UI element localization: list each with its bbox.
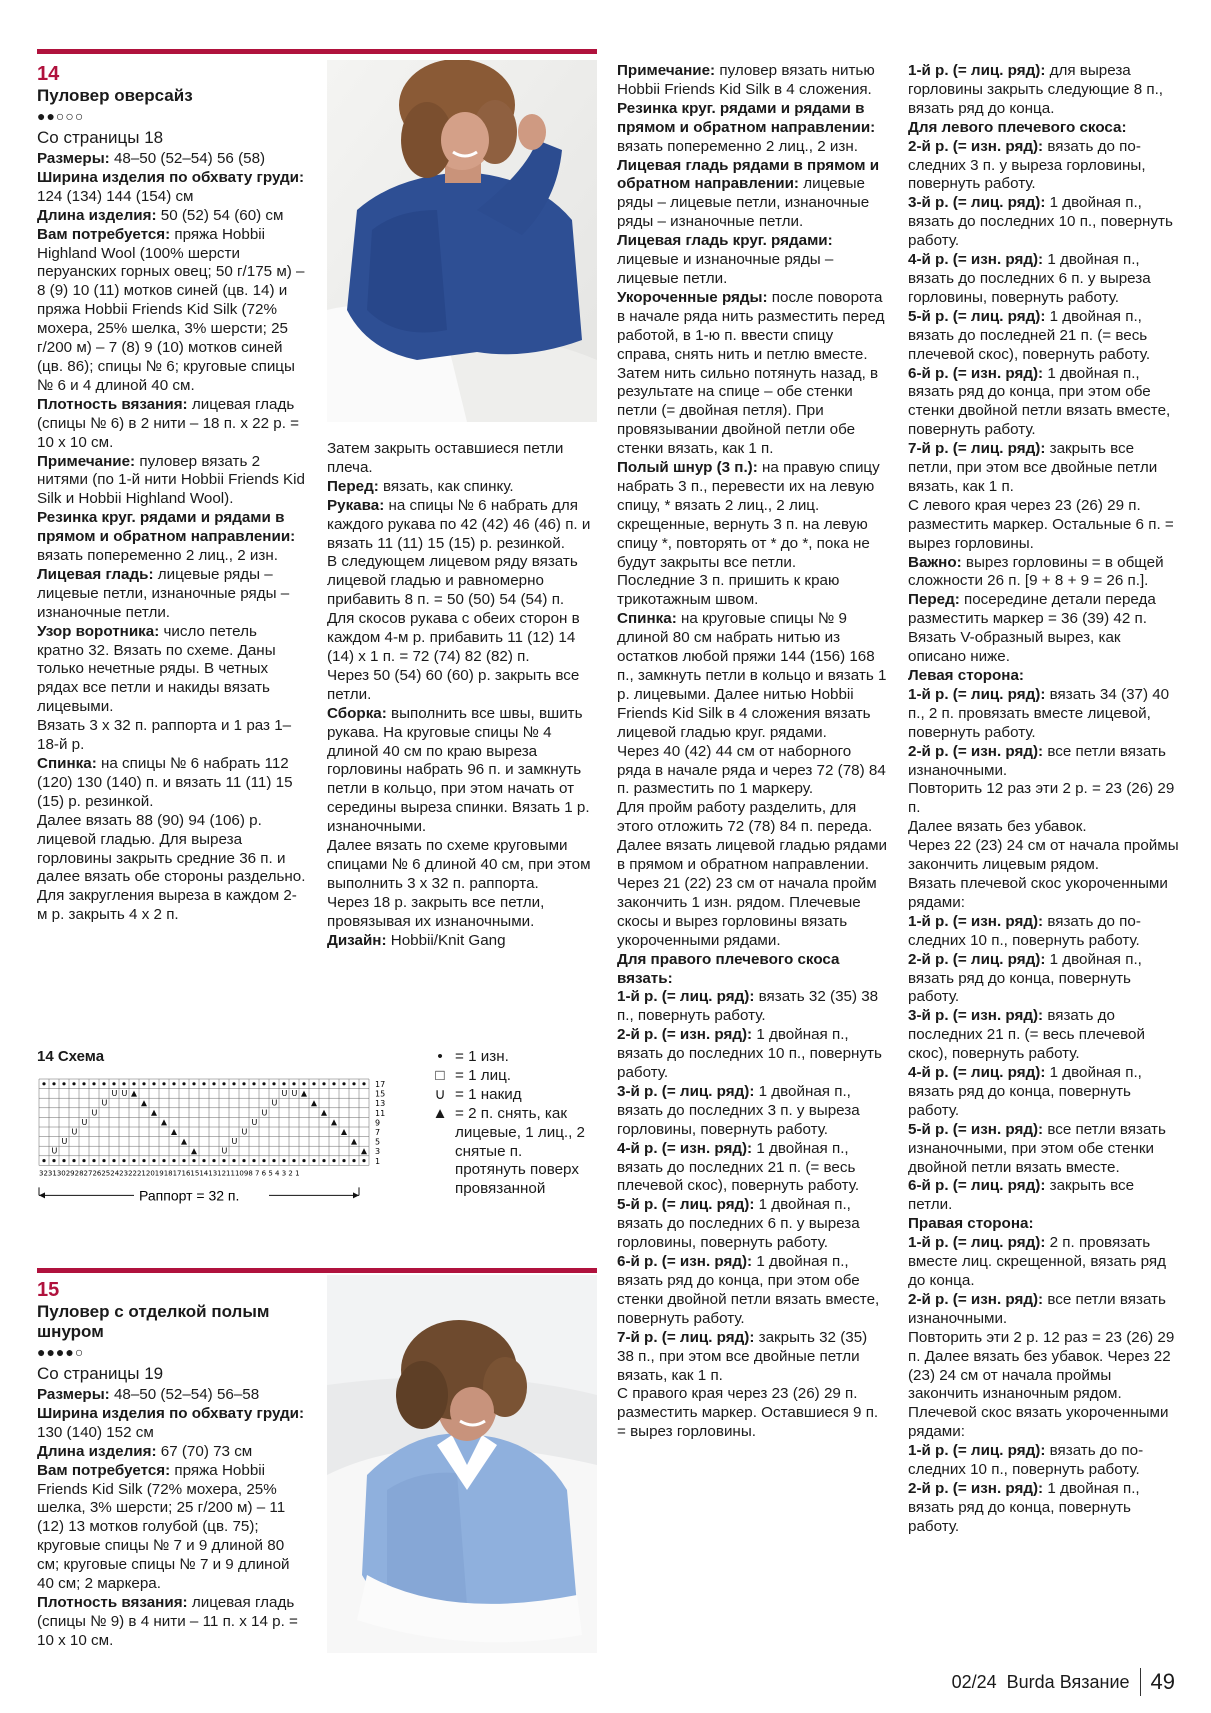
page-number: 49 bbox=[1150, 1669, 1175, 1694]
pattern-14-from-page: Со страницы 18 bbox=[37, 128, 164, 147]
legend-text: = 2 п. снять, как лицевые, 1 лиц., 2 снятые п. протянуть поверх провязанной bbox=[455, 1104, 586, 1198]
purl-stitch bbox=[222, 1082, 225, 1085]
purl-stitch bbox=[342, 1159, 345, 1162]
pattern-15-from-page: Со страницы 19 bbox=[37, 1364, 164, 1383]
purl-stitch bbox=[192, 1159, 195, 1162]
purl-stitch bbox=[182, 1159, 185, 1162]
purl-stitch bbox=[262, 1082, 265, 1085]
pattern-14-photo bbox=[327, 60, 597, 422]
pattern-14-number: 14 bbox=[37, 63, 60, 85]
purl-stitch bbox=[162, 1082, 165, 1085]
section-14-divider bbox=[37, 49, 597, 54]
purl-stitch bbox=[202, 1159, 205, 1162]
purl-stitch bbox=[82, 1159, 85, 1162]
decrease-stitch bbox=[351, 1139, 357, 1145]
purl-stitch bbox=[72, 1082, 75, 1085]
purl-stitch bbox=[92, 1082, 95, 1085]
purl-stitch bbox=[352, 1159, 355, 1162]
legend-item bbox=[425, 1048, 585, 1067]
footer-separator bbox=[1140, 1668, 1141, 1696]
decrease-stitch bbox=[321, 1110, 327, 1116]
purl-stitch bbox=[322, 1082, 325, 1085]
decrease-stitch bbox=[141, 1100, 147, 1106]
legend-item bbox=[425, 1105, 585, 1200]
legend-item bbox=[425, 1086, 585, 1105]
rapport-label: Раппорт = 32 п. bbox=[139, 1187, 240, 1204]
purl-stitch bbox=[202, 1082, 205, 1085]
pattern-15-col-1 bbox=[37, 1278, 307, 1651]
yarn-over-stitch: U bbox=[291, 1089, 298, 1099]
legend-item bbox=[425, 1067, 585, 1086]
pattern-14-title: Пуловер оверсайз bbox=[37, 86, 193, 105]
yarn-over-stitch: U bbox=[61, 1137, 68, 1147]
chart-legend bbox=[425, 1048, 585, 1199]
purl-stitch bbox=[142, 1159, 145, 1162]
purl-stitch bbox=[152, 1082, 155, 1085]
legend-symbol: □ bbox=[435, 1066, 445, 1084]
purl-stitch bbox=[42, 1082, 45, 1085]
pattern-15-col-3: Примечание: пуловер вязать нитью Hobbii Friends Kid Silk в 4 сложения. Резинка круг. рядами и рядами в прямом и обратном направлении: вязать попеременно 2 лиц., 2 изн. Лицевая гладь рядами в прямом и обратном направлении: лицевые ряды – лицевые петли, изнаночные ряды – изнаночные петли. Лицевая гладь круг. рядами: лицевые и изнаночные ряды – лицевые петли. Укороченные ряды: после поворота в начале ряда нить разместить перед работой, в 1-ю п. ввести спицу справа, снять нить и петлю вместе. Затем нить сильно потянуть назад, в результате на спице – обе стенки петли (= двойная петля). При провязывании двойной петли обе стенки вязать, как 1 п. Полый шнур (3 п.): на правую спицу набрать 3 п., перевести их на левую спицу, * вязать 2 лиц., 2 лиц. скрещенные, вернуть 3 п. на левую спицу *, повторять от * до *, пока не будут закрыты все петли. Последние 3 п. пришить к краю трикотажным швом. Спинка: на круговые спицы № 9 длиной 80 см набрать нитью из остатков любой пряжи 144 (156) 168 п., замкнуть петли в кольцо и вязать 1 р. лицевыми. Далее нитью Hobbii Friends Kid Silk в 4 сложения вязать лицевой гладью круг. рядами. Через 40 (42) 44 см от наборного ряда в начале ряда и через 72 (78) 84 п. разместить по 1 маркеру. Для пройм работу разделить, для этого отложить 72 (78) 84 п. переда. Далее вязать лицевой гладью рядами в прямом и обратном направлении. Через 21 (22) 23 см от начала пройм закончить 1 изн. рядом. Плечевые скосы и вырез горловины вязать укороченными рядами. Для правого плечевого скоса вязать: 1-й р. (= лиц. ряд): вязать 32 (35) 38 п., повернуть работу. 2-й р. (= изн. ряд): 1 двойная п., вязать до последних 10 п., повернуть работу. 3-й р. (= лиц. ряд): 1 двойная п., вязать до последних 3 п. у выреза горловины, повернуть работу. 4-й р. (= изн. ряд): 1 двойная п., вязать до последних 21 п. (= весь плечевой скос), повернуть работу. 5-й р. (= лиц. ряд): 1 двойная п., вязать до последних 6 п. у выреза горловины, повернуть работу. 6-й р. (= изн. ряд): 1 двойная п., вязать ряд до конца, при этом обе стенки двойной петли вязать вместе, повернуть работу. 7-й р. (= лиц. ряд): закрыть 32 (35) 38 п., при этом все двойные петли вязать, как 1 п. С правого края через 23 (26) 29 п. разместить маркер. Оставшиеся 9 п. = вырез горловины. bbox=[617, 62, 887, 1441]
purl-stitch bbox=[122, 1159, 125, 1162]
pattern-15-col-4: 1-й р. (= лиц. ряд): для выреза горловины закрыть следующие 8 п., вязать ряд до конца. Для левого плечевого скоса: 2-й р. (= изн. ряд): вязать до последних 3 п. у выреза горловины, повернуть работу. 3-й р. (= лиц. ряд): 1 двойная п., вязать до последних 10 п., повернуть работу. 4-й р. (= изн. ряд): 1 двойная п., вязать до последних 6 п. у выреза горловины, повернуть работу. 5-й р. (= лиц. ряд): 1 двойная п., вязать до последней 21 п. (= весь плечевой скос), повернуть работу. 6-й р. (= изн. ряд): 1 двойная п., вязать ряд до конца, при этом обе стенки двойной петли вязать вместе, повернуть работу. 7-й р. (= лиц. ряд): закрыть все петли, при этом все двойные петли вязать, как 1 п. С левого края через 23 (26) 29 п. разместить маркер. Остальные 6 п. = вырез горловины. Важно: вырез горловины = в общей сложности 26 п. [9 + 8 + 9 = 26 п.]. Перед: посередине детали переда разместить маркер = 36 (39) 42 п. Вязать V-образный вырез, как описано ниже. Левая сторона: 1-й р. (= лиц. ряд): вязать 34 (37) 40 п., 2 п. провязать вместе лицевой, повернуть работу. 2-й р. (= изн. ряд): все петли вязать изнаночными. Повторить 12 раз эти 2 р. = 23 (26) 29 п. Далее вязать без убавок. Через 22 (23) 24 см от начала проймы закончить лицевым рядом. Вязать плечевой скос укороченными рядами: 1-й р. (= изн. ряд): вязать до последних 10 п., повернуть работу. 2-й р. (= лиц. ряд): 1 двойная п., вязать ряд до конца, повернуть работу. 3-й р. (= изн. ряд): вязать до последних 21 п. (= весь плечевой скос), повернуть работу. 4-й р. (= лиц. ряд): 1 двойная п., вязать ряд до конца, повернуть работу. 5-й р. (= изн. ряд): все петли вязать изнаночными, при этом обе стенки двойной петли вязать вместе. 6-й р. (= лиц. ряд): закрыть все петли. Правая сторона: 1-й р. (= лиц. ряд): 2 п. провязать вместе лиц. скрещенной, вязать ряд до конца. 2-й р. (= изн. ряд): все петли вязать изнаночными. Повторить эти 2 р. 12 раз = 23 (26) 29 п. Далее вязать без убавок. Через 22 (23) 24 см от начала проймы закончить изнаночным рядом. Плечевой скос вязать укороченными рядами: 1-й р. (= лиц. ряд): вязать до последних 10 п., повернуть работу. 2-й р. (= изн. ряд): 1 двойная п., вязать ряд до конца, повернуть работу. bbox=[908, 62, 1179, 1535]
purl-stitch bbox=[332, 1082, 335, 1085]
chart-row-number: 9 bbox=[375, 1118, 381, 1128]
purl-stitch bbox=[212, 1159, 215, 1162]
legend-text: = 1 изн. bbox=[455, 1048, 509, 1065]
decrease-stitch bbox=[311, 1100, 317, 1106]
purl-stitch bbox=[172, 1159, 175, 1162]
purl-stitch bbox=[92, 1159, 95, 1162]
pattern-14-col-1 bbox=[37, 62, 307, 925]
pattern-15-text-1: Размеры: 48–50 (52–54) 56–58 Ширина изделия по обхвату груди: 130 (140) 152 см Длина изделия: 67 (70) 73 см Вам потребуется: пряжа Hobbii Friends Kid Silk (72% мохера, 25% шелка, 3% шерсти; 25 г/200 м) – 11 (12) 13 мотков голубой (цв. 75); круговые спицы № 7 и 9 длиной 80 см; круговые спицы № 7 и 9 длиной 40 см; 2 маркера. Плотность вязания: лицевая гладь (спицы № 9) в 4 нити – 11 п. х 14 р. = 10 х 10 см. bbox=[37, 1386, 305, 1649]
purl-stitch bbox=[312, 1082, 315, 1085]
purl-stitch bbox=[332, 1159, 335, 1162]
purl-stitch bbox=[222, 1159, 225, 1162]
purl-stitch bbox=[102, 1082, 105, 1085]
purl-stitch bbox=[302, 1159, 305, 1162]
chart-row-number: 1 bbox=[375, 1156, 381, 1166]
purl-stitch bbox=[292, 1159, 295, 1162]
chart-column-numbers: 323130292827262524232221201918171615141312111098 7 6 5 4 3 2 1 bbox=[39, 1169, 300, 1178]
chart-row-number: 3 bbox=[375, 1147, 381, 1157]
purl-stitch bbox=[82, 1082, 85, 1085]
pattern-14-col-2: Затем закрыть оставшиеся петли плеча. Перед: вязать, как спинку. Рукава: на спицы № 6 набрать для каждого рукава по 42 (42) 46 (46) п. и вязать 11 (11) 15 (15) р. резинкой. В следующем лицевом ряду вязать лицевой гладью и равномерно прибавить 8 п. = 50 (50) 54 (54) п. Для скосов рукава с обеих сторон в каждом 4-м р. прибавить 11 (12) 14 (14) х 1 п. = 72 (74) 82 (82) п. Через 50 (54) 60 (60) р. закрыть все петли. Сборка: выполнить все швы, вшить рукава. На круговые спицы № 4 длиной 40 см по краю выреза горловины набрать 96 п. и замкнуть петли в кольцо, при этом начать от середины выреза спинки. Вязать 1 р. изнаночными. Далее вязать по схеме круговыми спицами № 6 длиной 40 см, при этом выполнить 3 х 32 п. раппорта. Через 18 р. закрыть все петли, провязывая их изнаночными. Дизайн: Hobbii/Knit Gang bbox=[327, 440, 591, 949]
purl-stitch bbox=[232, 1159, 235, 1162]
purl-stitch bbox=[322, 1159, 325, 1162]
pattern-15-photo bbox=[327, 1275, 597, 1653]
yarn-over-stitch: U bbox=[241, 1127, 248, 1137]
yarn-over-stitch: U bbox=[111, 1089, 118, 1099]
purl-stitch bbox=[182, 1082, 185, 1085]
purl-stitch bbox=[52, 1082, 55, 1085]
purl-stitch bbox=[62, 1159, 65, 1162]
decrease-stitch bbox=[181, 1139, 187, 1145]
purl-stitch bbox=[342, 1082, 345, 1085]
purl-stitch bbox=[282, 1159, 285, 1162]
magazine-name: Burda Вязание bbox=[1006, 1671, 1130, 1692]
purl-stitch bbox=[272, 1159, 275, 1162]
purl-stitch bbox=[212, 1082, 215, 1085]
purl-stitch bbox=[232, 1082, 235, 1085]
yarn-over-stitch: U bbox=[81, 1117, 88, 1127]
purl-stitch bbox=[352, 1082, 355, 1085]
purl-stitch bbox=[252, 1159, 255, 1162]
purl-stitch bbox=[142, 1082, 145, 1085]
purl-stitch bbox=[272, 1082, 275, 1085]
purl-stitch bbox=[132, 1082, 135, 1085]
sweater-photo-image bbox=[327, 1275, 597, 1653]
purl-stitch bbox=[52, 1159, 55, 1162]
purl-stitch bbox=[252, 1082, 255, 1085]
pattern-15-number: 15 bbox=[37, 1279, 60, 1301]
purl-stitch bbox=[122, 1082, 125, 1085]
chart-row-number: 11 bbox=[375, 1108, 386, 1118]
purl-stitch bbox=[152, 1159, 155, 1162]
decrease-stitch bbox=[171, 1129, 177, 1135]
yarn-over-stitch: U bbox=[271, 1098, 278, 1108]
chart-row-number: 15 bbox=[375, 1089, 386, 1099]
purl-stitch bbox=[242, 1159, 245, 1162]
purl-stitch bbox=[262, 1159, 265, 1162]
decrease-stitch bbox=[331, 1119, 337, 1125]
yarn-over-stitch: U bbox=[281, 1089, 288, 1099]
decrease-stitch bbox=[151, 1110, 157, 1116]
schema-title: 14 Схема bbox=[37, 1048, 105, 1065]
purl-stitch bbox=[242, 1082, 245, 1085]
yarn-over-stitch: U bbox=[71, 1127, 78, 1137]
chart-row-number: 17 bbox=[375, 1080, 386, 1089]
knitting-chart bbox=[37, 1075, 417, 1225]
purl-stitch bbox=[312, 1159, 315, 1162]
pattern-15-title: Пуловер с отделкой полым шнуром bbox=[37, 1302, 270, 1341]
issue-number: 02/24 bbox=[951, 1671, 997, 1692]
purl-stitch bbox=[292, 1082, 295, 1085]
yarn-over-stitch: U bbox=[221, 1146, 228, 1156]
purl-stitch bbox=[112, 1082, 115, 1085]
page-footer bbox=[952, 1668, 1175, 1696]
section-15-divider bbox=[37, 1268, 597, 1273]
purl-stitch bbox=[302, 1082, 305, 1085]
purl-stitch bbox=[362, 1159, 365, 1162]
yarn-over-stitch: U bbox=[101, 1098, 108, 1108]
decrease-stitch bbox=[131, 1091, 137, 1097]
purl-stitch bbox=[162, 1159, 165, 1162]
yarn-over-stitch: U bbox=[231, 1137, 238, 1147]
decrease-stitch bbox=[361, 1148, 367, 1154]
purl-stitch bbox=[132, 1159, 135, 1162]
legend-symbol: ∪ bbox=[434, 1085, 446, 1103]
chart-row-number: 13 bbox=[375, 1099, 386, 1109]
chart-row-number: 7 bbox=[375, 1128, 381, 1137]
difficulty-dots: ●●○○○ bbox=[37, 108, 85, 124]
purl-stitch bbox=[172, 1082, 175, 1085]
legend-symbol: • bbox=[437, 1048, 443, 1065]
yarn-over-stitch: U bbox=[121, 1089, 128, 1099]
pattern-14-text-1: Размеры: 48–50 (52–54) 56 (58) Ширина изделия по обхвату груди: 124 (134) 144 (154) см Длина изделия: 50 (52) 54 (60) см Вам потребуется: пряжа Hobbii Highland Wool (100% шерсти перуанских горных овец; 50 г/175 м) – 8 (9) 10 (11) мотков синей (цв. 14) и пряжа Hobbii Friends Kid Silk (72% мохера, 25% шелка, 3% шерсти; 25 г/200 м) – 7 (8) 9 (10) мотков синей (цв. 86); спицы № 6; круговые спицы № 6 и 4 длиной 40 см. Плотность вязания: лицевая гладь (спицы № 6) в 2 нити – 18 п. х 22 р. = 10 х 10 см. Примечание: пуловер вязать 2 нитями (по 1-й нити Hobbii Friends Kid Silk и Hobbii Highland Wool). Резинка круг. рядами и рядами в прямом и обратном направлении: вязать попеременно 2 лиц., 2 изн. Лицевая гладь: лицевые ряды – лицевые петли, изнаночные ряды – изнаночные петли. Узор воротника: число петель кратно 32. Вязать по схеме. Даны только нечетные ряды. В четных рядах все петли и накиды вязать лицевыми. Вязать 3 х 32 п. раппорта и 1 раз 1–18-й р. Спинка: на спицы № 6 набрать 112 (120) 130 (140) п. и вязать 11 (11) 15 (15) р. резинкой. Далее вязать 88 (90) 94 (106) р. лицевой гладью. Для выреза горловины закрыть средние 36 п. и далее вязать обе стороны раздельно. Для закругления выреза в каждом 2-м р. закрыть 4 х 2 п. bbox=[37, 150, 306, 924]
yarn-over-stitch: U bbox=[91, 1108, 98, 1118]
sweater-photo-image bbox=[327, 60, 597, 422]
purl-stitch bbox=[102, 1159, 105, 1162]
purl-stitch bbox=[42, 1159, 45, 1162]
decrease-stitch bbox=[161, 1119, 167, 1125]
purl-stitch bbox=[62, 1082, 65, 1085]
purl-stitch bbox=[112, 1159, 115, 1162]
yarn-over-stitch: U bbox=[261, 1108, 268, 1118]
legend-symbol: ▲ bbox=[432, 1104, 448, 1122]
legend-text: = 1 накид bbox=[455, 1085, 522, 1103]
yarn-over-stitch: U bbox=[51, 1146, 58, 1156]
purl-stitch bbox=[362, 1082, 365, 1085]
difficulty-dots: ●●●●○ bbox=[37, 1344, 85, 1360]
purl-stitch bbox=[282, 1082, 285, 1085]
purl-stitch bbox=[192, 1082, 195, 1085]
legend-text: = 1 лиц. bbox=[455, 1066, 512, 1084]
decrease-stitch bbox=[341, 1129, 347, 1135]
yarn-over-stitch: U bbox=[251, 1117, 258, 1127]
decrease-stitch bbox=[191, 1148, 197, 1154]
purl-stitch bbox=[72, 1159, 75, 1162]
decrease-stitch bbox=[301, 1091, 307, 1097]
chart-row-number: 5 bbox=[375, 1137, 381, 1147]
